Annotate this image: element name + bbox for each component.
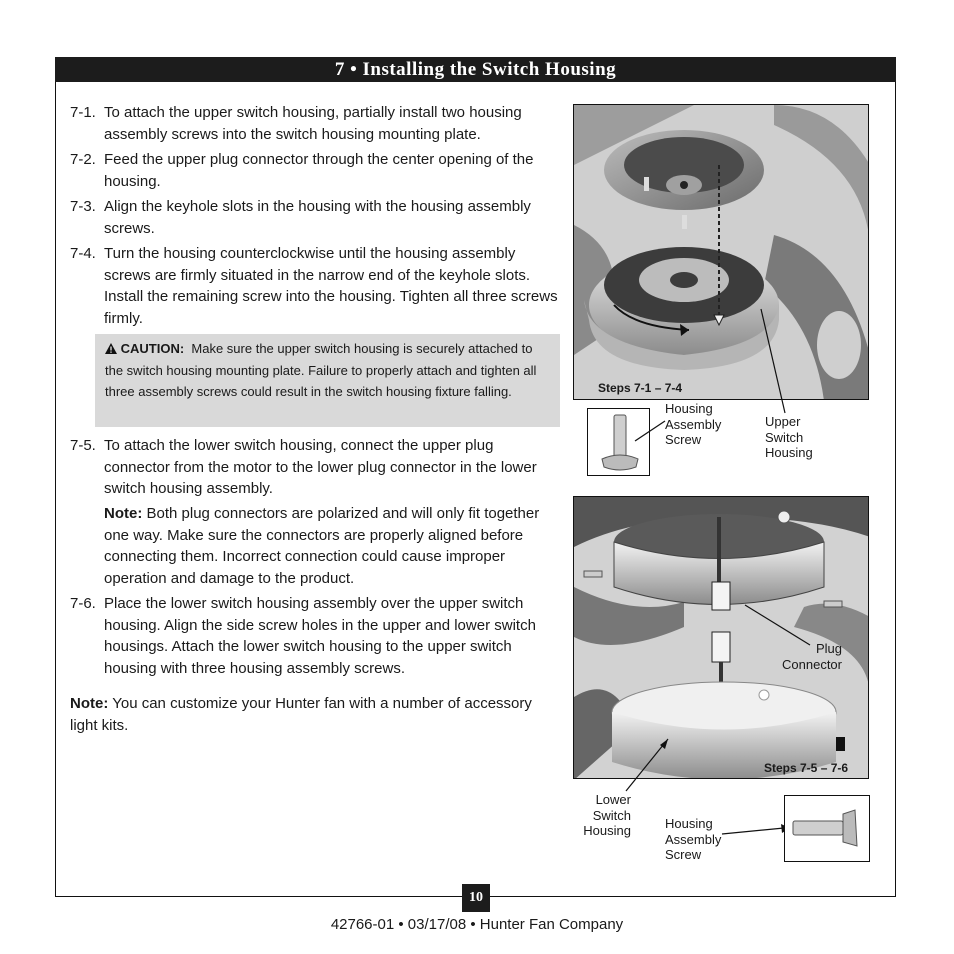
section-title: 7 • Installing the Switch Housing [334, 59, 617, 80]
figure-caption: Steps 7-5 – 7-6 [764, 761, 849, 775]
screw-detail-box [784, 795, 870, 862]
step-text: Feed the upper plug connector through the center opening of the housing. [104, 151, 534, 190]
step-text: To attach the upper switch housing, partially install two housing assembly screws into the switch housing mounting plate. [104, 104, 522, 143]
step-text: Turn the housing counterclockwise until the housing assembly screws are firmly situated in the narrow end of the keyhole slots. Install the remaining screw into the housing. Tighten all three screws firmly. [104, 245, 558, 327]
step-number: 7-6. [70, 595, 96, 612]
step-text: To attach the lower switch housing, connect the upper plug connector from the motor to the lower plug connector in the lower switch housing assembly. [104, 437, 537, 497]
page-number: 10 [462, 884, 490, 912]
caution-label: CAUTION: [120, 341, 185, 356]
label-housing-screw: Housing Assembly Screw [665, 401, 722, 447]
caution-text: Make sure the upper switch housing is securely attached to the switch housing mounting plate. Failure to properly attach and tighten all three assembly screws could result in the switch housing fixture falling. [105, 341, 537, 399]
figure-upper-housing [573, 104, 869, 400]
step-7-3 [70, 196, 562, 239]
step-text: Place the lower switch housing assembly over the upper switch housing. Align the side screw holes in the upper and lower switch housings. Attach the lower switch housing to the upper switch housing with three housing assembly screws. [104, 595, 536, 677]
step-7-6 [70, 593, 562, 679]
upper-housing-illustration [574, 105, 869, 400]
label-upper-housing: Upper Switch Housing [765, 414, 813, 460]
step-7-1 [70, 102, 562, 145]
screw-icon [785, 796, 869, 861]
screw-pointer-arrow [720, 822, 792, 838]
label-lower-housing: Lower Switch Housing [583, 792, 631, 838]
section-header [55, 57, 896, 82]
step-text: Align the keyhole slots in the housing with the housing assembly screws. [104, 198, 531, 237]
note-label: Note: [104, 505, 143, 522]
plug-connector-pointer [740, 600, 815, 650]
footer: 42766-01 • 03/17/08 • Hunter Fan Company [330, 916, 624, 933]
note-text: Both plug connectors are polarized and will only fit together one way. Make sure the connectors are properly aligned before connecting them. Incorrect connection could cause improper operation and damage to the product. [104, 505, 540, 587]
upper-housing-pointer [755, 305, 795, 417]
warning-icon [105, 343, 117, 354]
screw-pointer-arrow [630, 415, 670, 445]
label-plug-connector: Plug Connector [782, 641, 842, 672]
step-7-4 [70, 243, 562, 329]
caution-box [95, 334, 560, 427]
note-label: Note: [70, 695, 109, 712]
step-number: 7-4. [70, 245, 96, 262]
final-note [70, 693, 562, 736]
label-housing-screw: Housing Assembly Screw [665, 816, 722, 862]
step-7-5 [70, 435, 562, 500]
step-number: 7-3. [70, 198, 96, 215]
step-number: 7-2. [70, 151, 96, 168]
plug-note [104, 503, 564, 589]
step-7-2 [70, 149, 562, 192]
figure-caption: Steps 7-1 – 7-4 [598, 381, 683, 395]
note-text: You can customize your Hunter fan with a number of accessory light kits. [70, 695, 532, 734]
lower-housing-pointer [618, 735, 673, 795]
step-number: 7-1. [70, 104, 96, 121]
step-number: 7-5. [70, 437, 96, 454]
